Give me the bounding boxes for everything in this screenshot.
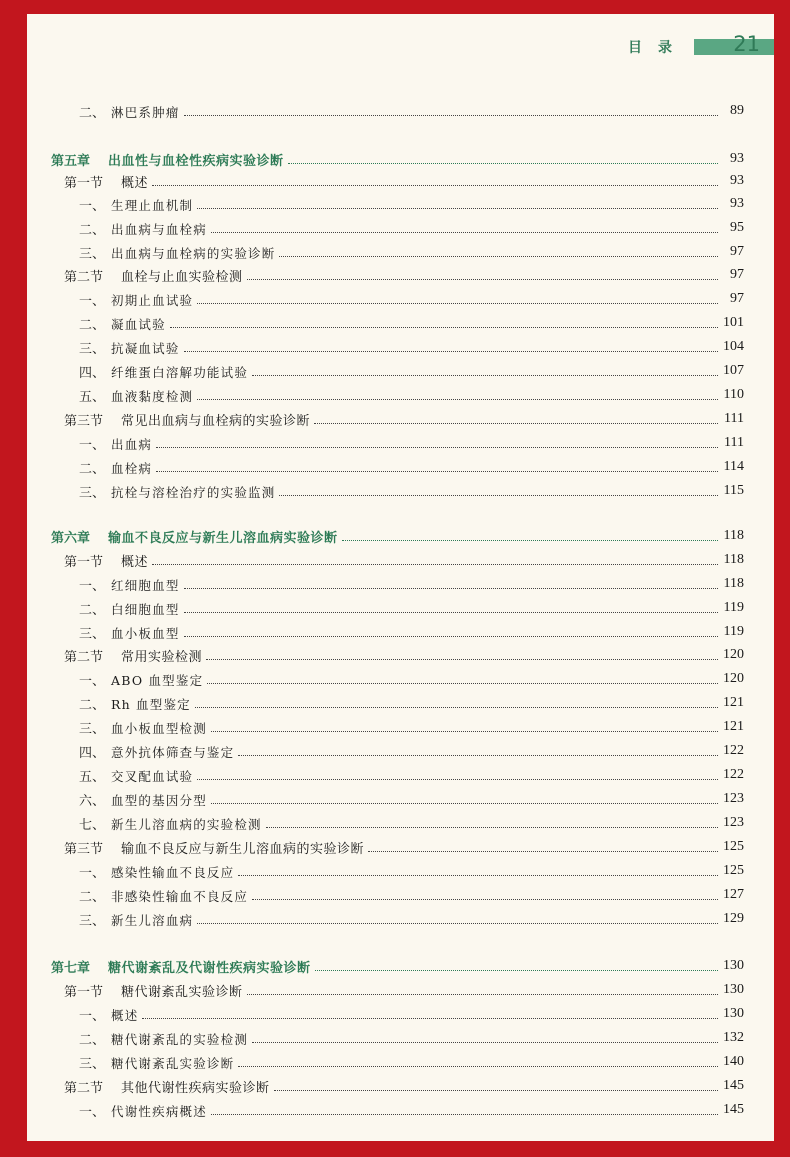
toc-entry-title: 交叉配血试验 — [111, 768, 194, 784]
toc-page-number: 123 — [723, 815, 744, 830]
toc-entry-number: 三、 — [79, 485, 106, 501]
toc-entry-number: 第一节 — [64, 175, 104, 191]
toc-entry-title: 血栓病 — [111, 460, 153, 476]
toc-entry-number: 三、 — [79, 246, 106, 262]
toc-page-number: 125 — [723, 863, 744, 878]
toc-entry-title: 出血病与血栓病的实验诊断 — [111, 245, 276, 261]
toc-page-number: 89 — [730, 103, 744, 118]
toc-entry-number: 二、 — [79, 1032, 106, 1048]
page-number: 21 — [733, 32, 760, 56]
toc-entry-title: 纤维蛋白溶解功能试验 — [111, 364, 249, 380]
toc-page-number: 114 — [723, 459, 744, 474]
toc-entry-title: 常见出血病与血栓病的实验诊断 — [121, 413, 311, 429]
toc-entry-number: 第三节 — [64, 413, 104, 429]
toc-entry-number: 第二节 — [64, 1080, 104, 1096]
toc-entry-number: 二、 — [79, 461, 106, 477]
toc-page-number: 145 — [723, 1078, 744, 1093]
toc-entry-number: 第二节 — [64, 269, 104, 285]
toc-entry-title: 概述 — [121, 554, 149, 570]
toc-entry-number: 三、 — [79, 721, 106, 737]
toc-entry-number: 五、 — [79, 389, 106, 405]
toc-entry-number: 五、 — [79, 769, 106, 785]
toc-entry-number: 三、 — [79, 341, 106, 357]
toc-page-number: 97 — [730, 267, 744, 282]
toc-entry-number: 二、 — [79, 889, 106, 905]
toc-entry-title: 意外抗体筛查与鉴定 — [111, 744, 235, 760]
toc-entry-number: 一、 — [79, 1008, 106, 1024]
toc-entry-number: 七、 — [79, 817, 106, 833]
toc-page-number: 121 — [723, 695, 744, 710]
toc-page-number: 145 — [723, 1102, 744, 1117]
toc-entry-number: 第七章 — [51, 960, 91, 976]
toc-page-number: 119 — [723, 624, 744, 639]
toc-page-number: 97 — [730, 291, 744, 306]
toc-page-number: 132 — [723, 1030, 744, 1045]
toc-page-number: 130 — [723, 982, 744, 997]
toc-page-number: 97 — [730, 244, 744, 259]
toc-entry-title: 初期止血试验 — [111, 292, 194, 308]
toc-entry-title: Rh 血型鉴定 — [111, 696, 191, 712]
toc-page-number: 118 — [723, 552, 744, 567]
toc-entry-number: 三、 — [79, 1056, 106, 1072]
toc-entry-title: 白细胞血型 — [111, 601, 180, 617]
toc-entry-number: 二、 — [79, 222, 106, 238]
toc-entry-number: 第五章 — [51, 153, 91, 169]
toc-entry-title: 概述 — [121, 175, 149, 191]
toc-entry-title: 红细胞血型 — [111, 577, 180, 593]
toc-entry-number: 三、 — [79, 626, 106, 642]
toc-entry-number: 一、 — [79, 865, 106, 881]
toc-entry-number: 四、 — [79, 365, 106, 381]
toc-entry-title: 血栓与止血实验检测 — [121, 269, 243, 285]
toc-entry-title: 糖代谢紊乱实验诊断 — [121, 984, 243, 1000]
toc-page-number: 95 — [730, 220, 744, 235]
toc-entry-title: 血小板血型 — [111, 625, 180, 641]
toc-page-number: 125 — [723, 839, 744, 854]
toc-entry-title: 新生儿溶血病 — [111, 912, 194, 928]
toc-entry-title: 概述 — [111, 1007, 139, 1023]
toc-page-number: 119 — [723, 600, 744, 615]
toc-entry-title: 其他代谢性疾病实验诊断 — [121, 1080, 270, 1096]
toc-page-number: 111 — [724, 411, 744, 426]
toc-entry-title: 出血病 — [111, 436, 153, 452]
toc-page-number: 130 — [723, 958, 744, 973]
toc-page-number: 101 — [723, 315, 744, 330]
toc-page-number: 123 — [723, 791, 744, 806]
toc-entry-number: 一、 — [79, 198, 106, 214]
toc-page-number: 118 — [723, 576, 744, 591]
toc-page-number: 122 — [723, 743, 744, 758]
toc-entry-number: 二、 — [79, 317, 106, 333]
toc-entry-number: 第一节 — [64, 984, 104, 1000]
toc-page-number: 111 — [724, 435, 744, 450]
toc-entry-title: 血液黏度检测 — [111, 388, 194, 404]
toc-entry-number: 一、 — [79, 437, 106, 453]
toc-entry-number: 一、 — [79, 578, 106, 594]
toc-entry-title: 生理止血机制 — [111, 197, 194, 213]
toc-entry-number: 一、 — [79, 1104, 106, 1120]
toc-entry-title: 血小板血型检测 — [111, 720, 207, 736]
toc-entry-number: 一、 — [79, 293, 106, 309]
toc-entry-number: 二、 — [79, 602, 106, 618]
toc-page-number: 129 — [723, 911, 744, 926]
toc-entry-number: 三、 — [79, 913, 106, 929]
toc-entry-title: 血型的基因分型 — [111, 792, 207, 808]
toc-entry-title: 感染性输血不良反应 — [111, 864, 235, 880]
toc-entry-title: 糖代谢紊乱及代谢性疾病实验诊断 — [108, 960, 311, 976]
toc-page-number: 104 — [723, 339, 744, 354]
toc-entry-number: 六、 — [79, 793, 106, 809]
toc-entry-title: 非感染性输血不良反应 — [111, 888, 249, 904]
toc-entry-number: 二、 — [79, 105, 106, 121]
toc-entry-title: 凝血试验 — [111, 316, 166, 332]
toc-page-number: 120 — [723, 671, 744, 686]
toc-page-number: 130 — [723, 1006, 744, 1021]
toc-entry-number: 二、 — [79, 697, 106, 713]
toc-page-number: 93 — [730, 173, 744, 188]
toc-entry-title: 糖代谢紊乱实验诊断 — [111, 1055, 235, 1071]
toc-entry-title: 常用实验检测 — [121, 649, 203, 665]
running-title: 目录 — [628, 40, 688, 56]
toc-page-number: 140 — [723, 1054, 744, 1069]
toc-entry-number: 第一节 — [64, 554, 104, 570]
toc-entry-title: 新生儿溶血病的实验检测 — [111, 816, 262, 832]
toc-entry-number: 第六章 — [51, 530, 91, 546]
toc-page-number: 121 — [723, 719, 744, 734]
toc-page-number: 127 — [723, 887, 744, 902]
toc-entry-title: 淋巴系肿瘤 — [111, 104, 180, 120]
toc-page-number: 118 — [723, 528, 744, 543]
toc-entry-title: 抗栓与溶栓治疗的实验监测 — [111, 484, 276, 500]
toc-entry-number: 第二节 — [64, 649, 104, 665]
toc-page-number: 122 — [723, 767, 744, 782]
toc-entry-title: 糖代谢紊乱的实验检测 — [111, 1031, 249, 1047]
toc-page-number: 93 — [730, 151, 744, 166]
toc-entry-number: 一、 — [79, 673, 106, 689]
toc-page-number: 115 — [723, 483, 744, 498]
toc-entry-number: 四、 — [79, 745, 106, 761]
toc-page-number: 110 — [723, 387, 744, 402]
toc-entry-title: 抗凝血试验 — [111, 340, 180, 356]
toc-entry-title: ABO 血型鉴定 — [111, 672, 204, 688]
toc-page-number: 120 — [723, 647, 744, 662]
toc-entry-title: 代谢性疾病概述 — [111, 1103, 207, 1119]
toc-entry-title: 出血性与血栓性疾病实验诊断 — [108, 153, 284, 169]
toc-entry-title: 输血不良反应与新生儿溶血病的实验诊断 — [121, 841, 365, 857]
toc-entry-title: 出血病与血栓病 — [111, 221, 207, 237]
toc-entry-number: 第三节 — [64, 841, 104, 857]
toc-page-number: 93 — [730, 196, 744, 211]
toc-page-number: 107 — [723, 363, 744, 378]
toc-entry-title: 输血不良反应与新生儿溶血病实验诊断 — [108, 530, 338, 546]
